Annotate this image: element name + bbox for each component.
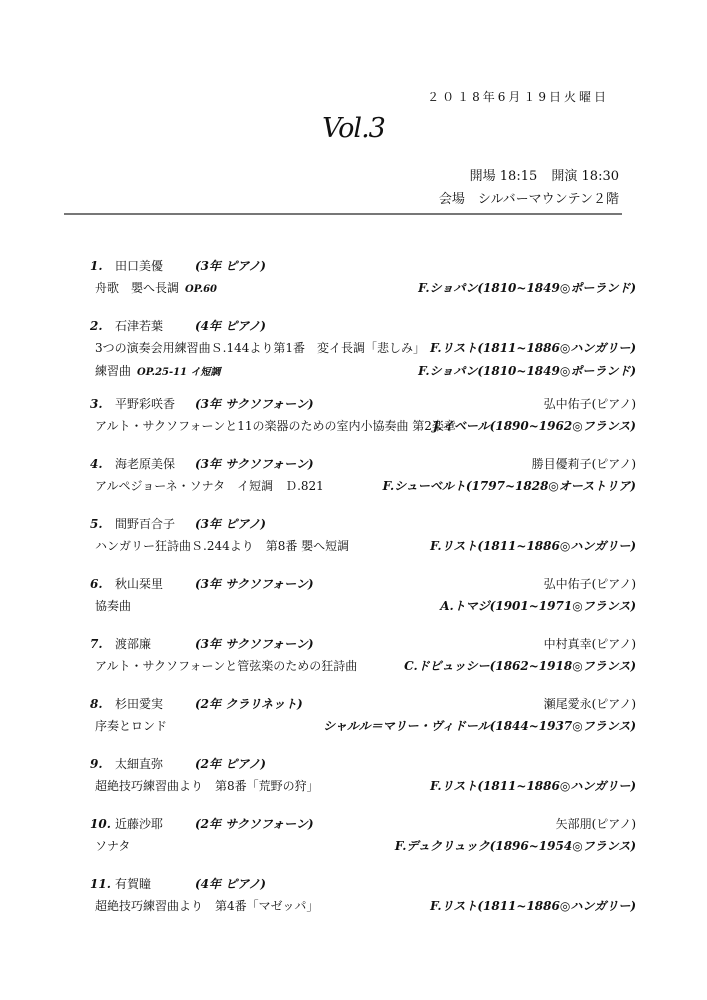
entry-number: 7.: [90, 637, 103, 651]
performer-name: 近藤沙耶: [115, 817, 164, 831]
performer-grade-instrument: (3年 サクソフォーン): [195, 397, 314, 411]
piece-title: ハンガリー狂詩曲Ｓ.244より 第8番 嬰へ短調: [95, 539, 350, 553]
performer-line: [90, 753, 636, 775]
performer-name: 石津若葉: [115, 319, 164, 333]
composer: F.リスト(1811~1886◎ハンガリー): [430, 341, 636, 355]
performer-name: 平野彩咲香: [115, 397, 176, 411]
venue: 会場 シルバーマウンテン２階: [438, 192, 619, 207]
volume-title: Vol.3: [322, 113, 385, 144]
piece-title: 練習曲 OP.25-11 イ短調: [95, 364, 221, 378]
header-divider: [64, 213, 622, 215]
entry-number: 4.: [90, 457, 103, 471]
piece-title: アルト・サクソフォーンと11の楽器のための室内小協奏曲 第2楽章: [95, 419, 456, 433]
performer-grade-instrument: (3年 ピアノ): [195, 517, 266, 531]
program-list: [90, 255, 636, 933]
composer: F.リスト(1811~1886◎ハンガリー): [430, 539, 636, 553]
piece-line: [90, 535, 636, 558]
program-entry: [90, 453, 636, 513]
performer-name: 秋山栞里: [115, 577, 164, 591]
performer-grade-instrument: (3年 サクソフォーン): [195, 637, 314, 651]
piece-title: 序奏とロンド: [95, 719, 168, 733]
performer-line: [90, 315, 636, 337]
composer: F.シューベルト(1797~1828◎オーストリア): [382, 479, 636, 493]
piece-title: ソナタ: [95, 839, 131, 853]
entry-number: 1.: [90, 259, 103, 273]
performer-name: 太細直弥: [115, 757, 164, 771]
concert-date: ２０１8年6月１9日火曜日: [427, 90, 609, 104]
piece-line: [90, 475, 636, 498]
program-entry: [90, 513, 636, 573]
program-entry: [90, 255, 636, 315]
program-entry: [90, 633, 636, 693]
schedule-block: [439, 165, 619, 211]
performer-line: [90, 255, 636, 277]
piece-line: [90, 360, 636, 383]
performer-name: 杉田愛実: [115, 697, 164, 711]
piece-title: アルト・サクソフォーンと管弦楽のための狂詩曲: [95, 659, 358, 673]
performer-line: [90, 453, 636, 475]
piece-title: 3つの演奏会用練習曲Ｓ.144より第1番 変イ長調「悲しみ」: [95, 341, 425, 355]
composer: F.ショパン(1810~1849◎ポーランド): [418, 281, 636, 295]
accompanist: 瀬尾愛永(ピアノ): [543, 697, 636, 711]
entry-number: 11.: [90, 877, 111, 891]
program-entry: [90, 315, 636, 393]
performer-line: [90, 873, 636, 895]
composer: シャルル＝マリー・ヴィドール(1844~1937◎フランス): [323, 719, 636, 733]
piece-line: [90, 337, 636, 360]
entry-number: 8.: [90, 697, 103, 711]
performer-grade-instrument: (3年 サクソフォーン): [195, 577, 314, 591]
performer-name: 間野百合子: [115, 517, 176, 531]
accompanist: 弘中佑子(ピアノ): [543, 397, 636, 411]
piece-line: [90, 595, 636, 618]
performer-name: 有賀瞳: [115, 877, 152, 891]
program-entry: [90, 393, 636, 453]
performer-grade-instrument: (4年 ピアノ): [195, 877, 266, 891]
program-entry: [90, 813, 636, 873]
opus-number: OP.60: [185, 284, 217, 295]
piece-line: [90, 775, 636, 798]
entry-number: 6.: [90, 577, 103, 591]
program-entry: [90, 753, 636, 813]
program-entry: [90, 873, 636, 933]
performer-line: [90, 513, 636, 535]
composer: J.イベール(1890~1962◎フランス): [432, 419, 636, 433]
entry-number: 9.: [90, 757, 103, 771]
opus-number: OP.25-11 イ短調: [137, 367, 221, 378]
composer: F.デュクリュック(1896~1954◎フランス): [394, 839, 636, 853]
piece-title: 協奏曲: [95, 599, 132, 613]
piece-title: アルペジョーネ・ソナタ イ短調 Ｄ.821: [95, 479, 324, 493]
entry-number: 3.: [90, 397, 103, 411]
entry-number: 5.: [90, 517, 103, 531]
piece-line: [90, 835, 636, 858]
performer-grade-instrument: (3年 サクソフォーン): [195, 457, 314, 471]
performer-grade-instrument: (4年 ピアノ): [195, 319, 266, 333]
composer: C.ドビュッシー(1862~1918◎フランス): [404, 659, 636, 673]
piece-line: [90, 277, 636, 300]
program-entry: [90, 693, 636, 753]
open-time: 開場 18:15: [469, 169, 538, 184]
performer-line: [90, 633, 636, 655]
piece-title: 舟歌 嬰へ長調 OP.60: [95, 281, 217, 295]
performer-name: 海老原美保: [115, 457, 176, 471]
performer-grade-instrument: (3年 ピアノ): [195, 259, 266, 273]
entry-number: 10.: [90, 817, 111, 831]
performer-line: [90, 573, 636, 595]
composer: A.トマジ(1901~1971◎フランス): [440, 599, 636, 613]
performer-line: [90, 693, 636, 715]
performer-grade-instrument: (2年 クラリネット): [195, 697, 303, 711]
piece-line: [90, 655, 636, 678]
start-time: 開演 18:30: [551, 169, 619, 184]
piece-line: [90, 715, 636, 738]
performer-line: [90, 813, 636, 835]
performer-line: [90, 393, 636, 415]
performer-grade-instrument: (2年 サクソフォーン): [195, 817, 314, 831]
program-entry: [90, 573, 636, 633]
accompanist: 弘中佑子(ピアノ): [543, 577, 636, 591]
performer-name: 渡部廉: [115, 637, 152, 651]
piece-line: [90, 895, 636, 918]
accompanist: 矢部朋(ピアノ): [555, 817, 636, 831]
piece-title: 超絶技巧練習曲より 第8番「荒野の狩」: [95, 779, 319, 793]
piece-line: [90, 415, 636, 438]
composer: F.ショパン(1810~1849◎ポーランド): [418, 364, 636, 378]
composer: F.リスト(1811~1886◎ハンガリー): [430, 779, 636, 793]
accompanist: 勝目優莉子(ピアノ): [531, 457, 636, 471]
performer-name: 田口美優: [115, 259, 164, 273]
entry-number: 2.: [90, 319, 103, 333]
composer: F.リスト(1811~1886◎ハンガリー): [430, 899, 636, 913]
piece-title: 超絶技巧練習曲より 第4番「マゼッパ」: [95, 899, 319, 913]
accompanist: 中村真幸(ピアノ): [543, 637, 636, 651]
performer-grade-instrument: (2年 ピアノ): [195, 757, 266, 771]
